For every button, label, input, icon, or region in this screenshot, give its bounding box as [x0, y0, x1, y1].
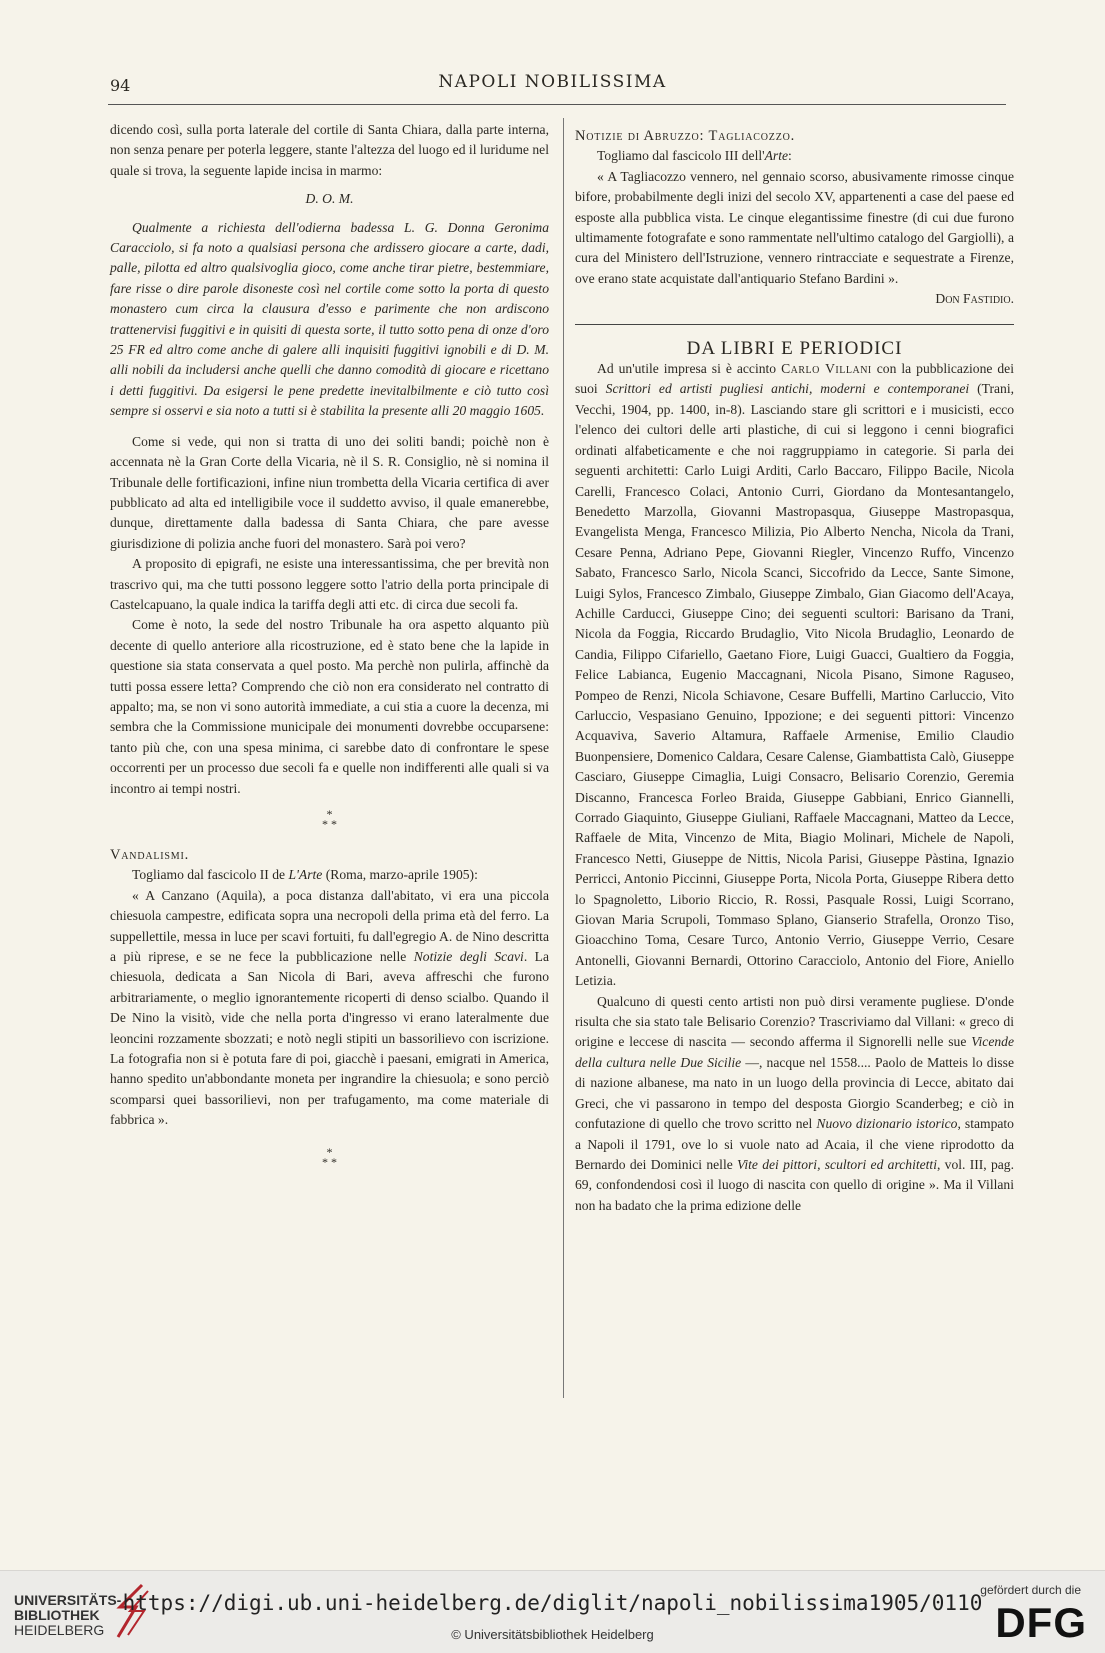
page-number: 94	[110, 76, 131, 95]
column-divider	[563, 118, 564, 1398]
left-paragraph-2: Come si vede, qui non si tratta di uno dei soliti bandi; poichè non è accennata nè la Gran Corte della Vicaria, nè il S. R. Consiglio, nè si nomina il Tribunale delle fortificazioni, infine niun trombetta della Vicaria certifica di aver pubblicato ad alta ed intelligibile voce il suddetto avviso, il quale emanerebbe, dunque, direttamente dalla badessa di Santa Chiara, che pare avesse giurisdizione di polizia anche fuori del monastero. Sarà poi vero?	[110, 433, 549, 551]
vandalismi-text: « A Canzano (Aquila), a poca distanza dall'abitato, vi era una piccola chiesuola campestre, edificata sopra una necropoli della prima età del ferro. La suppellettile, messa in luce per scavi fortuiti, fu dall'egregio A. de Nino descritta a più riprese, e se ne fece la pubblicazione nelle Notizie degli Scavi. La chiesuola, dedicata a San Nicola di Bari, aveva affreschi che furono arbitrariamente, o meglio ignorantemente ricoperti di denso scialbo. Quando il De Nino la visitò, vide che nella porta d'ingresso vi erano lateralmente due leoncini rozzamente sbozzati; e notò negli stipiti un bassorilievo con iscrizione. La fotografia non si è potuta fare di poi, giacchè i paesani, emigrati in America, hanno spedito un'abbondante moneta per ingrandire la chiesuola; e sono perciò scomparsi quei bassorilievi, non per trafugamento, ma come materiale di fabbrica ».	[110, 887, 550, 1128]
library-logo[interactable]: UNIVERSITÄTS- BIBLIOTHEK HEIDELBERG	[14, 1592, 122, 1638]
section-rule	[575, 324, 1014, 325]
abruzzo-intro: Togliamo dal fascicolo III dell'Arte:	[597, 148, 792, 164]
footer-bar	[0, 1570, 1105, 1653]
running-title: NAPOLI NOBILISSIMA	[438, 72, 667, 92]
signature: Don Fastidio.	[935, 291, 1014, 307]
abruzzo-text: « A Tagliacozzo vennero, nel gennaio scorso, abusivamente rimosse cinque bifore, probabilmente degli inizi del secolo XV, appartenenti a case del paese ed esposte alla pubblica vista. Le cinque elegantissime finestre (di cui due furono ultimamente fotografate e sono rammentate nell'ultimo catalogo del Gargiolli), a cura del Ministero dell'Istruzione, vennero rintracciate e sequestrate a Firenze, ove erano state acquistate dall'antiquario Stefano Bardini ».	[575, 168, 1014, 286]
left-column	[110, 120, 549, 1183]
copyright-notice: © Universitätsbibliothek Heidelberg	[451, 1627, 654, 1642]
section-title: DA LIBRI E PERIODICI	[686, 337, 903, 359]
left-paragraph-4: Come è noto, la sede del nostro Tribunale ha ora aspetto alquanto più decente di quello anteriore alla ricostruzione, ed è stato bene che la lapide in questione sia stata conservata a quel posto. Ma perchè non pulirla, affinchè da tutti possa essere letta? Comprendo che ciò non era considerato nel contratto di appalto; ma, se non vi sono autorità immediate, a cui stia a cuore la decenza, mi sembra che la Commissione municipale dei monumenti dovrebbe occuparsene: tanto più che, con una spesa minima, ci sarebbe dato di confrontare le spese occorrenti per un processo due secoli fa e quelle non indifferenti alle quali si va incontro ai tempi nostri.	[110, 617, 549, 796]
asterism-2: * * *	[322, 1144, 337, 1169]
libri-paragraph-1: Ad un'utile impresa si è accinto Carlo Villani con la pubblicazione dei suoi Scrittori ed artisti pugliesi antichi, moderni e contemporanei (Trani, Vecchi, 1904, pp. 1400, in-8). Lasciando stare gli scrittori e i musicisti, ecco l'elenco dei cultori delle arti plastiche, di cui si leggono i cenni biografici ordinati alfabeticamente e che noi raggruppiamo in categorie. Si parla dei seguenti architetti: Carlo Luigi Arditi, Carlo Baccaro, Filippo Bacile, Nicola Carelli, Francesco Colaci, Antonio Curri, Giordano da Montesantangelo, Benedetto Marzolla, Giovanni Mastropasqua, Giuseppe Mastropasqua, Evangelista Menga, Francesco Milizia, Pio Alberto Nencha, Nicola da Trani, Cesare Penna, Adriano Pepe, Giovanni Riegler, Vincenzo Ruffo, Vincenzo Sabato, Francesco Sarlo, Nicola Scanci, Siccofrido da Lecce, Sante Simone, Luigi Sylos, Francesco Zimbalo, Giuseppe Zimbalo, Gian Giacomo dell'Acaya, Achille Carducci, Giuseppe Cino; dei seguenti scultori: Barisano da Trani, Nicola da Foggia, Riccardo Brudaglio, Vito Nicola Brudaglio, Leonardo de Candia, Filippo Cifariello, Gaetano Fiore, Luigi Guacci, Gualtiero da Foggia, Felice Labianca, Eugenio Maccagnani, Nicola Pisano, Simone Raguseo, Pompeo de Renzi, Nicola Schiavone, Cesare Buffelli, Martino Carluccio, Vito Carluccio, Vespasiano Genuino, Ippozione; e dei seguenti pittori: Vincenzo Acquaviva, Saverio Altamura, Raffaele Armenise, Emilio Claudio Buonpensiere, Domenico Caldara, Cesare Calense, Giambattista Calò, Giuseppe Casciaro, Giuseppe Cimaglia, Luigi Consacro, Belisario Corenzio, Geremia Discanno, Francesca Forleo Braida, Giuseppe Gabbiani, Enrico Giannelli, Corrado Giaquinto, Giuseppe Giuliani, Raffaele Maccagnani, Matteo da Lecce, Raffaele de Mita, Vincenzo de Mita, Biagio Molinari, Michele de Napoli, Francesco Netti, Giuseppe de Nittis, Nicola Parisi, Giuseppe Pàstina, Ignazio Perricci, Antonio Piccinni, Giuseppe Porta, Nicola Porta, Giuseppe Ribera detto lo Spagnoletto, Liborio Riccio, R. Rossi, Pasquale Rossi, Luigi Scorrano, Giovan Maria Scrupoli, Tommaso Splano, Gianserio Strafella, Oronzo Tiso, Gioacchino Toma, Cesare Turco, Antonio Verrio, Giuseppe Verrio, Cesare Antonelli, Giovanni Bernardi, Ottorino Caracciolo, Antonio del Fiore, Aniello Letizia.	[575, 361, 1014, 989]
dfg-logo[interactable]: DFG	[995, 1599, 1087, 1646]
inscription-heading: D. O. M.	[305, 191, 354, 207]
asterism-1: * * *	[322, 807, 337, 831]
permalink-url[interactable]: https://digi.ub.uni-heidelberg.de/diglit/napoli_nobilissima1905/0110	[122, 1591, 983, 1615]
funded-by-label: gefördert durch die	[980, 1583, 1081, 1597]
vandalismi-intro: Togliamo dal fascicolo II de L'Arte (Roma, marzo-aprile 1905):	[132, 867, 478, 883]
right-column	[575, 126, 1014, 1216]
left-paragraph-3: A proposito di epigrafi, ne esiste una interessantissima, che per brevità non trascrivo qui, ma che tutti possono leggere sotto l'atrio della porta principale di Castelcapuano, la quale indica la tariffa degli atti etc. di circa due secoli fa.	[110, 556, 549, 612]
header-rule	[108, 104, 1006, 105]
left-paragraph-1: dicendo così, sulla porta laterale del cortile di Santa Chiara, dalla parte interna, non senza penare per poterla leggere, stante l'altezza del luogo ed il luridume nel quale si trova, la seguente lapide incisa in marmo:	[110, 122, 549, 178]
vandalismi-heading: Vandalismi.	[110, 847, 190, 863]
libri-paragraph-2: Qualcuno di questi cento artisti non può dirsi veramente pugliese. D'onde risulta che sia stato tale Belisario Corenzio? Trascriviamo dal Villani: « greco di origine e leccese di nascita — secondo afferma il Signorelli nelle sue Vicende della cultura nelle Due Sicilie —, nacque nel 1558.... Paolo de Matteis lo disse di nazione albanese, ma nato in un luogo della provincia di Lecce, abitato dai Greci, che vi passarono in tempo del desposta Giorgio Scanderbeg; e ciò in confutazione di quello che trovo scritto nel Nuovo dizionario istorico, stampato a Napoli il 1791, ove lo si vuole nato ad Acaia, il che viene riprodotto da Bernardo dei Dominici nelle Vite dei pittori, scultori ed architetti, vol. III, pag. 69, confondendosi così il luogo di nascita con quello di origine ». Ma il Villani non ha badato che la prima edizione delle	[575, 993, 1014, 1213]
abruzzo-heading: Notizie di Abruzzo: Tagliacozzo.	[575, 128, 796, 144]
inscription-text: Qualmente a richiesta dell'odierna badessa L. G. Donna Geronima Caracciolo, si fa noto a qualsiasi persona che ardissero giocare a carte, dadi, palle, pilotta ed altro qualsivoglia gioco, come anche tirar pietre, bestemmiare, fare risse o dire parole disoneste così nel cortile come sotto la porta di questo monastero cum circa la clausura d'esso e parimente che non ardiscono trattenervisi fuggitivi e in quisiti di questa sorte, il tutto sotto pena di onze d'oro 25 FR ed altro come anche di galere alli inquisiti fuggitivi ignobili e di D. M. alli nobili da includersi anche quelli che danno comodità di giocare e ricettano i detti fuggitivi. Da esigersi le pene predette inevitalbilmente e ciò tutto così sempre si osservi e sia noto a tutti si è stabilita la presente alli 20 maggio 1605.	[110, 219, 549, 419]
